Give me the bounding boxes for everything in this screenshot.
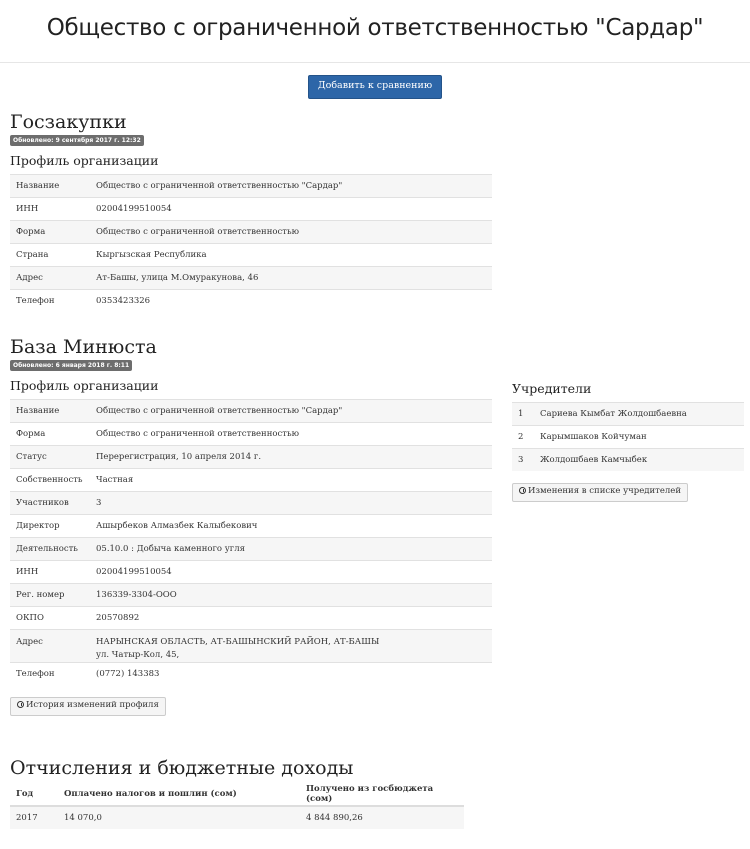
table-row: [10, 492, 492, 515]
table-row: [10, 423, 492, 446]
goszakupki-section: [10, 111, 492, 312]
row-value: 02004199510054: [90, 198, 492, 221]
row-value: Общество с ограниченной ответственностью: [90, 423, 492, 446]
row-key: Статус: [10, 446, 90, 469]
row-key: Телефон: [10, 290, 90, 313]
address-line-2: ул. Чатыр-Кол, 45,: [96, 650, 180, 660]
row-key: Собственность: [10, 469, 90, 492]
row-value: 20570892: [90, 607, 492, 630]
row-key: Деятельность: [10, 538, 90, 561]
table-row: [10, 469, 492, 492]
compare-wrap: [0, 75, 750, 99]
profile-history-label: История изменений профиля: [26, 700, 159, 710]
row-key: Телефон: [10, 663, 90, 686]
founder-number: 1: [512, 403, 534, 426]
table-row: [10, 584, 492, 607]
row-value: 3: [90, 492, 492, 515]
cell-received: 4 844 890,26: [300, 806, 464, 829]
page-header: [0, 0, 750, 63]
row-key: ИНН: [10, 198, 90, 221]
minjust-profile-title: Профиль организации: [10, 378, 159, 393]
founders-changes-button[interactable]: [512, 483, 688, 502]
budget-table: [10, 783, 464, 829]
goszakupki-updated-badge: Обновлено: 9 сентября 2017 г. 12:32: [10, 135, 144, 146]
goszakupki-profile-title: Профиль организации: [10, 153, 159, 168]
row-key: Название: [10, 175, 90, 198]
founders-title: Учредители: [512, 381, 592, 396]
row-key: Адрес: [10, 630, 90, 663]
founder-number: 2: [512, 426, 534, 449]
clock-icon: [17, 701, 24, 708]
minjust-section: [10, 336, 492, 716]
row-key: Форма: [10, 221, 90, 244]
table-row: [10, 446, 492, 469]
table-row: [10, 630, 492, 663]
row-value: 02004199510054: [90, 561, 492, 584]
minjust-title: База Минюста: [10, 336, 157, 358]
table-row: [10, 267, 492, 290]
table-row: [512, 449, 744, 472]
add-to-compare-button[interactable]: Добавить к сравнению: [308, 75, 442, 99]
table-row: [10, 244, 492, 267]
founder-number: 3: [512, 449, 534, 472]
minjust-profile-table: [10, 399, 492, 685]
goszakupki-title: Госзакупки: [10, 111, 127, 133]
row-value: (0772) 143383: [90, 663, 492, 686]
table-row: [10, 221, 492, 244]
row-key: Рег. номер: [10, 584, 90, 607]
row-key: ИНН: [10, 561, 90, 584]
row-value: 136339-3304-ООО: [90, 584, 492, 607]
table-row: [10, 515, 492, 538]
founders-changes-label: Изменения в списке учредителей: [528, 486, 681, 496]
row-key: Название: [10, 400, 90, 423]
row-value: 0353423326: [90, 290, 492, 313]
row-key: Участников: [10, 492, 90, 515]
col-year: Год: [10, 783, 58, 806]
row-value: Ашырбеков Алмазбек Калыбекович: [90, 515, 492, 538]
col-paid: Оплачено налогов и пошлин (сом): [58, 783, 300, 806]
row-key: Адрес: [10, 267, 90, 290]
row-value: Перерегистрация, 10 апреля 2014 г.: [90, 446, 492, 469]
col-received: Получено из госбюджета (сом): [300, 783, 464, 806]
row-value: 05.10.0 : Добыча каменного угля: [90, 538, 492, 561]
table-row: [10, 607, 492, 630]
table-row: [10, 175, 492, 198]
row-key: Директор: [10, 515, 90, 538]
table-row: [512, 403, 744, 426]
table-header-row: [10, 783, 464, 806]
goszakupki-profile-table: [10, 174, 492, 312]
founders-section: [512, 381, 744, 502]
page-title: Общество с ограниченной ответственностью "Сардар": [46, 15, 704, 41]
row-value: [90, 630, 492, 663]
cell-paid: 14 070,0: [58, 806, 300, 829]
founder-name: Жолдошбаев Камчыбек: [534, 449, 744, 472]
row-value: Ат-Башы, улица М.Омуракунова, 46: [90, 267, 492, 290]
table-row: [10, 561, 492, 584]
founder-name: Карымшаков Койчуман: [534, 426, 744, 449]
table-row: [10, 663, 492, 686]
budget-title: Отчисления и бюджетные доходы: [10, 757, 354, 779]
profile-history-button[interactable]: [10, 697, 166, 716]
row-value: Общество с ограниченной ответственностью: [90, 221, 492, 244]
row-value: Кыргызская Республика: [90, 244, 492, 267]
table-row: [512, 426, 744, 449]
founder-name: Сариева Кымбат Жолдошбаевна: [534, 403, 744, 426]
table-row: [10, 198, 492, 221]
clock-icon: [519, 487, 526, 494]
budget-section: [10, 757, 464, 829]
cell-year: 2017: [10, 806, 58, 829]
row-value: Частная: [90, 469, 492, 492]
table-row: [10, 806, 464, 829]
minjust-updated-badge: Обновлено: 6 января 2018 г. 8:11: [10, 360, 132, 371]
row-key: ОКПО: [10, 607, 90, 630]
address-line-1: НАРЫНСКАЯ ОБЛАСТЬ, АТ-БАШЫНСКИЙ РАЙОН, АТ-БАШЫ: [96, 637, 380, 647]
row-value: Общество с ограниченной ответственностью "Сардар": [90, 175, 492, 198]
row-value: Общество с ограниченной ответственностью "Сардар": [90, 400, 492, 423]
table-row: [10, 290, 492, 313]
table-row: [10, 400, 492, 423]
founders-table: [512, 402, 744, 471]
row-key: Страна: [10, 244, 90, 267]
row-key: Форма: [10, 423, 90, 446]
table-row: [10, 538, 492, 561]
